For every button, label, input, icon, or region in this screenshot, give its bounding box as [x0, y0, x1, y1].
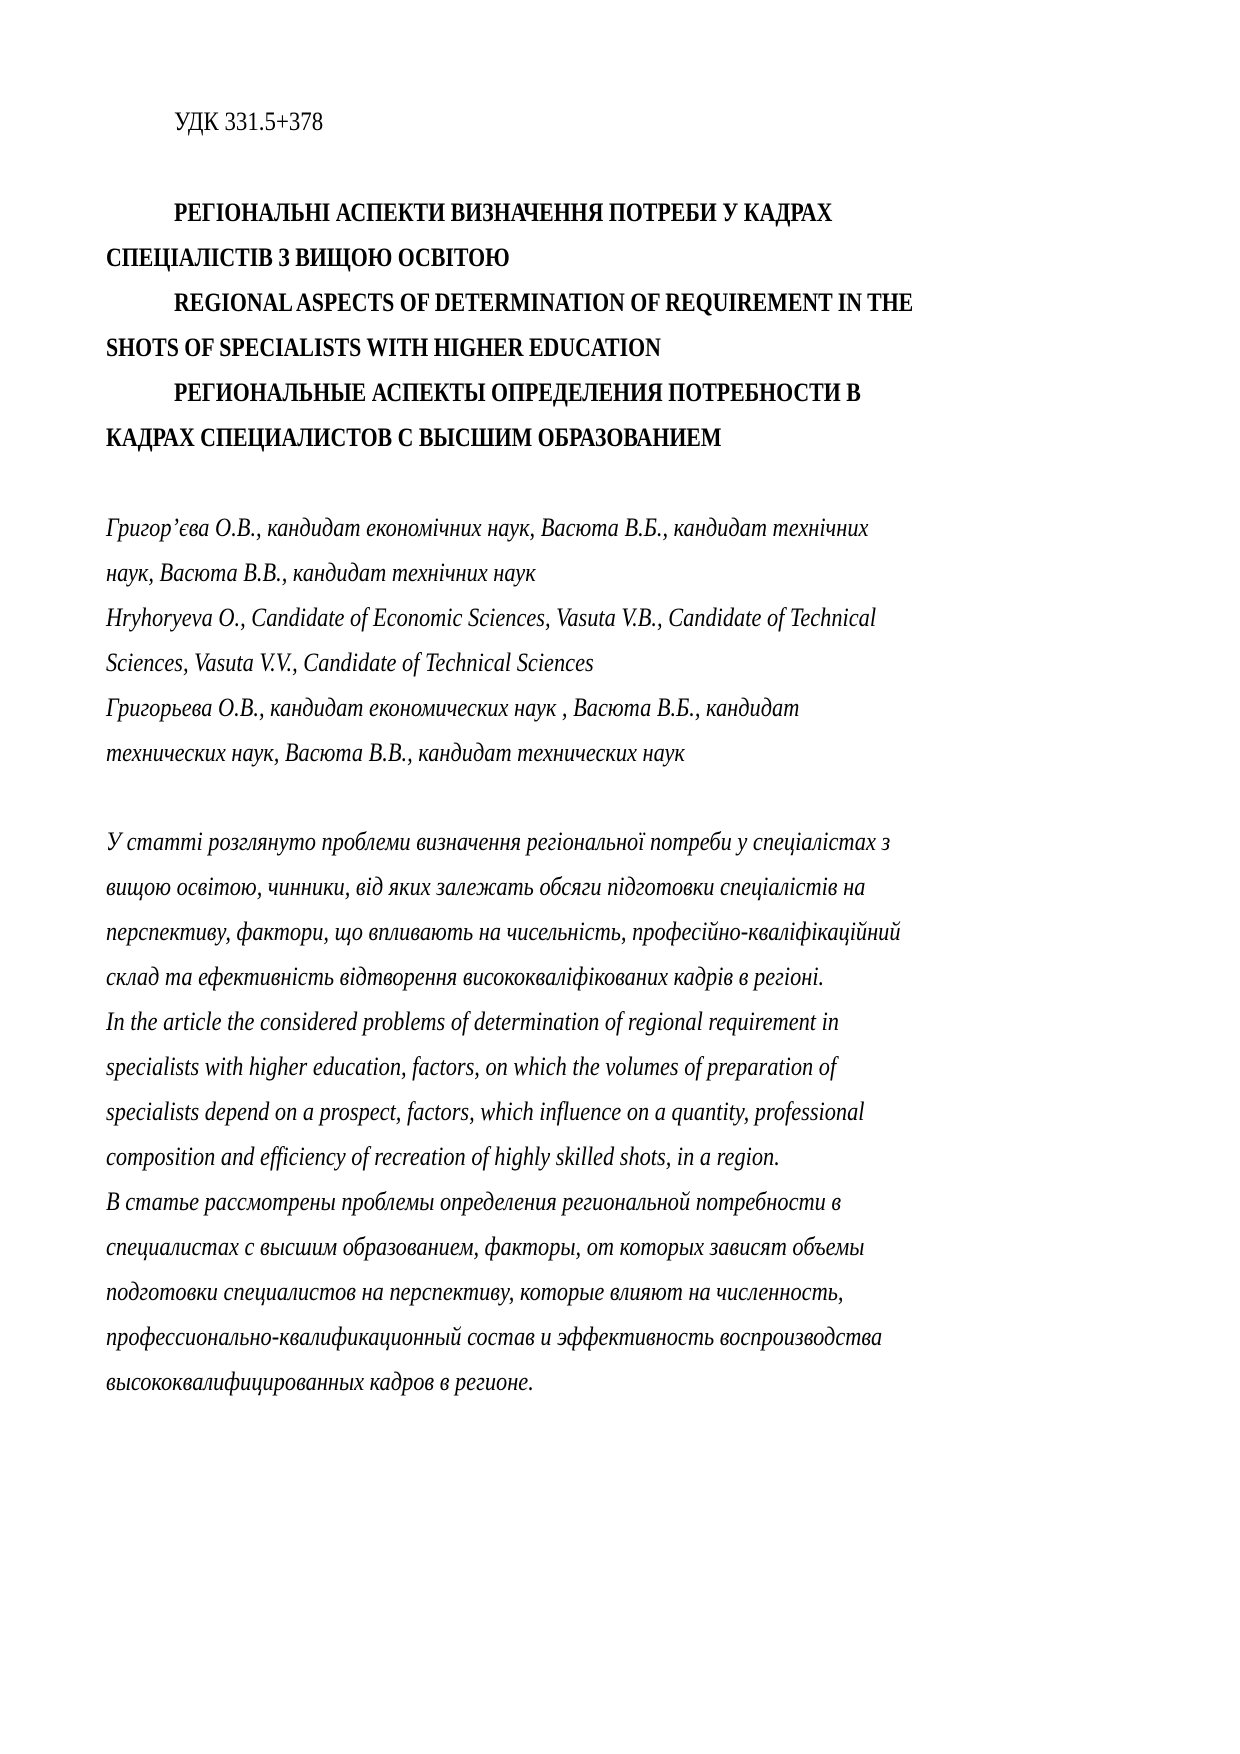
abstract-en-line-3: specialists depend on a prospect, factors, which influence on a quantity, professional — [106, 1097, 865, 1126]
authors-uk-line-1: Григор’єва О.В., кандидат економічних наук, Васюта В.Б., кандидат технічних — [106, 513, 869, 542]
abstract-uk-line-1: У статті розглянуто проблеми визначення регіональної потреби у спеціалістах з — [106, 827, 891, 856]
abstract-ru-line-2: специалистах с высшим образованием, факторы, от которых зависят объемы — [106, 1232, 865, 1261]
title-en-line-1: REGIONAL ASPECTS OF DETERMINATION OF REQUIREMENT IN THE — [174, 288, 914, 317]
abstract-ru-line-3: подготовки специалистов на перспективу, которые влияют на численность, — [106, 1277, 844, 1306]
title-ru-line-2: КАДРАХ СПЕЦИАЛИСТОВ С ВЫСШИМ ОБРАЗОВАНИЕМ — [106, 423, 722, 452]
title-uk-line-2: СПЕЦІАЛІСТІВ З ВИЩОЮ ОСВІТОЮ — [106, 243, 510, 272]
authors-en-line-1: Hryhoryeva O., Candidate of Economic Sciences, Vasuta V.B., Candidate of Technical — [106, 603, 877, 632]
abstract-en-line-4: composition and efficiency of recreation of highly skilled shots, in a region. — [106, 1142, 780, 1171]
abstract-uk-line-2: вищою освітою, чинники, від яких залежать обсяги підготовки спеціалістів на — [106, 872, 866, 901]
authors-uk-line-2: наук, Васюта В.В., кандидат технічних наук — [106, 558, 536, 587]
abstract-uk-line-3: перспективу, фактори, що впливають на чисельність, професійно-кваліфікаційний — [106, 917, 901, 946]
authors-ru-line-1: Григорьева О.В., кандидат економических наук , Васюта В.Б., кандидат — [106, 693, 800, 722]
udk-code: УДК 331.5+378 — [174, 107, 324, 136]
abstract-ru-line-4: профессионально-квалификационный состав и эффективность воспроизводства — [106, 1322, 883, 1351]
authors-en-line-2: Sciences, Vasuta V.V., Candidate of Technical Sciences — [106, 648, 594, 677]
abstract-uk-line-4: склад та ефективність відтворення висококваліфікованих кадрів в регіоні. — [106, 962, 825, 991]
abstract-en-line-2: specialists with higher education, factors, on which the volumes of preparation of — [106, 1052, 837, 1081]
authors-ru-line-2: технических наук, Васюта В.В., кандидат технических наук — [106, 738, 685, 767]
title-en-line-2: SHOTS OF SPECIALISTS WITH HIGHER EDUCATION — [106, 333, 661, 362]
title-uk-line-1: РЕГІОНАЛЬНІ АСПЕКТИ ВИЗНАЧЕННЯ ПОТРЕБИ У КАДРАХ — [174, 198, 833, 227]
abstract-en-line-1: In the article the considered problems of determination of regional requirement in — [106, 1007, 839, 1036]
abstract-ru-line-1: В статье рассмотрены проблемы определения региональной потребности в — [106, 1187, 842, 1216]
abstract-ru-line-5: высококвалифицированных кадров в регионе. — [106, 1367, 534, 1396]
title-ru-line-1: РЕГИОНАЛЬНЫЕ АСПЕКТЫ ОПРЕДЕЛЕНИЯ ПОТРЕБНОСТИ В — [174, 378, 861, 407]
